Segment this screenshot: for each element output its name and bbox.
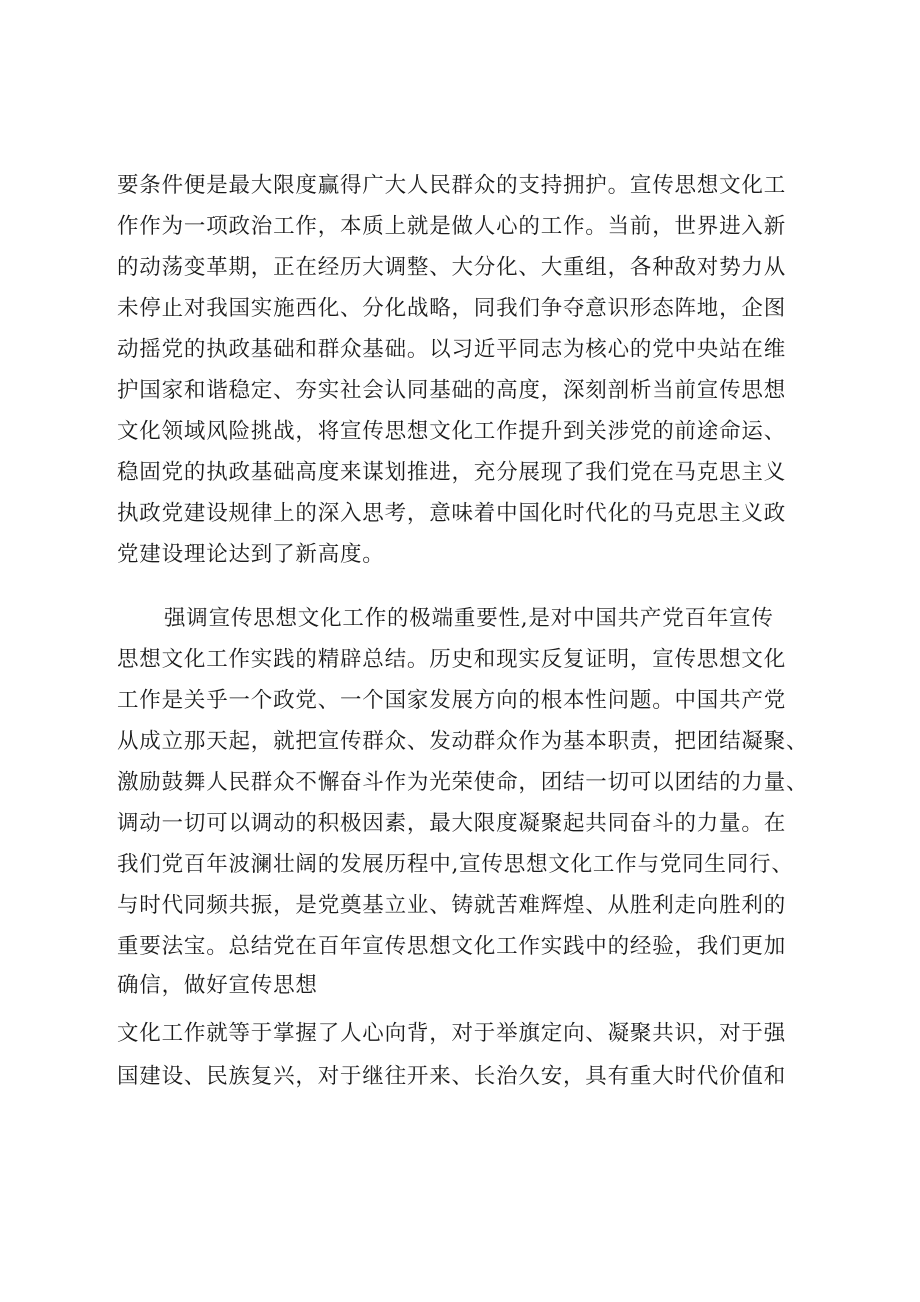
text-line: 要条件便是最大限度赢得广大人民群众的支持拥护。宣传思想文化工: [117, 173, 787, 198]
text-line: 调动一切可以调动的积极因素，最大限度凝聚起共同奋斗的力量。在: [117, 811, 787, 836]
text-line: 党建设理论达到了新高度。: [117, 542, 385, 567]
text-line: 工作是关乎一个政党、一个国家发展方向的根本性问题。中国共产党: [117, 688, 787, 713]
text-line: 未停止对我国实施西化、分化战略，同我们争夺意识形态阵地，企图: [117, 296, 787, 321]
text-line: 文化工作就等于掌握了人心向背，对于举旗定向、凝聚共识，对于强: [117, 1021, 787, 1046]
text-line: 激励鼓舞人民群众不懈奋斗作为光荣使命，团结一切可以团结的力量、: [117, 770, 809, 795]
text-line: 强调宣传思想文化工作的极端重要性,是对中国共产党百年宣传: [164, 606, 774, 631]
text-line: 确信，做好宣传思想: [117, 973, 318, 998]
text-line: 国建设、民族复兴，对于继往开来、长治久安，具有重大时代价值和: [117, 1064, 787, 1089]
text-line: 文化领域风险挑战，将宣传思想文化工作提升到关涉党的前途命运、: [117, 419, 787, 444]
text-line: 与时代同频共振，是党奠基立业、铸就苦难辉煌、从胜利走向胜利的: [117, 893, 787, 918]
text-line: 思想文化工作实践的精辟总结。历史和现实反复证明，宣传思想文化: [117, 647, 787, 672]
text-line: 作作为一项政治工作，本质上就是做人心的工作。当前，世界进入新: [117, 214, 787, 239]
text-line: 稳固党的执政基础高度来谋划推进，充分展现了我们党在马克思主义: [117, 460, 787, 485]
text-line: 护国家和谐稳定、夯实社会认同基础的高度，深刻剖析当前宣传思想: [117, 378, 787, 403]
text-line: 从成立那天起，就把宣传群众、发动群众作为基本职责，把团结凝聚、: [117, 729, 809, 754]
text-line: 动摇党的执政基础和群众基础。以习近平同志为核心的党中央站在维: [117, 337, 787, 362]
text-line: 执政党建设规律上的深入思考，意味着中国化时代化的马克思主义政: [117, 501, 787, 526]
text-line: 重要法宝。总结党在百年宣传思想文化工作实践中的经验，我们更加: [117, 934, 787, 959]
text-line: 我们党百年波澜壮阔的发展历程中,宣传思想文化工作与党同生同行、: [117, 852, 794, 877]
text-line: 的动荡变革期，正在经历大调整、大分化、大重组，各种敌对势力从: [117, 255, 787, 280]
